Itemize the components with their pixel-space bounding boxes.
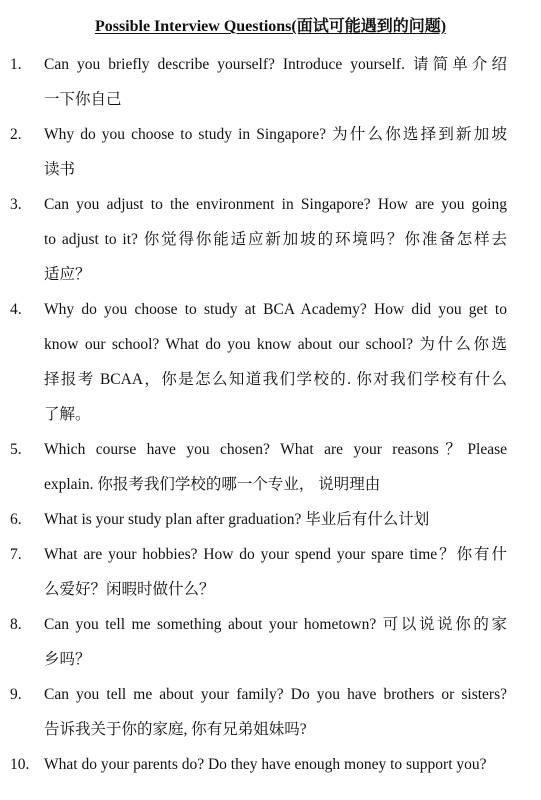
question-number: 1.: [10, 56, 22, 73]
question-number: 10.: [10, 756, 30, 773]
question-text-line: Why do you choose to study at BCA Academy? How did you get to: [44, 301, 507, 318]
question-number: 9.: [10, 686, 22, 703]
question-text-line: What do your parents do? Do they have enough money to support you?: [44, 756, 487, 773]
question-text-line: 告诉我关于你的家庭, 你有兄弟姐妹吗?: [44, 721, 307, 738]
document-title: [0, 16, 541, 38]
question-text-line: know our school? What do you know about our school? 为什么你选: [44, 336, 507, 353]
question-text-line: Why do you choose to study in Singapore? 为什么你选择到新加坡: [44, 126, 507, 143]
question-number: 2.: [10, 126, 22, 143]
question-text-line: Can you briefly describe yourself? Introduce yourself. 请简单介绍: [44, 56, 507, 73]
question-number: 8.: [10, 616, 22, 633]
question-text-line: What are your hobbies? How do your spend your spare time？你有什: [44, 546, 507, 563]
question-text-line: 么爱好？闲暇时做什么？: [44, 581, 215, 598]
question-text-line: to adjust to it? 你觉得你能适应新加坡的环境吗？你准备怎样去: [44, 231, 507, 248]
question-text-line: What is your study plan after graduation? 毕业后有什么计划: [44, 511, 430, 528]
question-text-line: Can you tell me something about your hometown? 可以说说你的家: [44, 616, 507, 633]
question-text-line: Can you tell me about your family? Do you have brothers or sisters?: [44, 686, 507, 703]
question-text-line: 一下你自己: [44, 91, 122, 108]
question-number: 6.: [10, 511, 22, 528]
question-number: 5.: [10, 441, 22, 458]
question-text-line: 择报考 BCAA，你是怎么知道我们学校的. 你对我们学校有什么: [44, 371, 507, 388]
question-text-line: 读书: [44, 161, 76, 178]
question-number: 4.: [10, 301, 22, 318]
question-number: 3.: [10, 196, 22, 213]
question-number: 7.: [10, 546, 22, 563]
document-title-text: Possible Interview Questions(面试可能遇到的问题): [94, 18, 447, 35]
question-text-line: 适应？: [44, 266, 91, 283]
question-text-line: Can you adjust to the environment in Singapore? How are you going: [44, 196, 507, 213]
question-text-line: explain. 你报考我们学校的哪一个专业， 说明理由: [44, 476, 381, 493]
question-text-line: 乡吗？: [44, 651, 91, 668]
question-text-line: 了解。: [44, 406, 91, 423]
question-text-line: Which course have you chosen? What are your reasons？Please: [44, 441, 507, 458]
